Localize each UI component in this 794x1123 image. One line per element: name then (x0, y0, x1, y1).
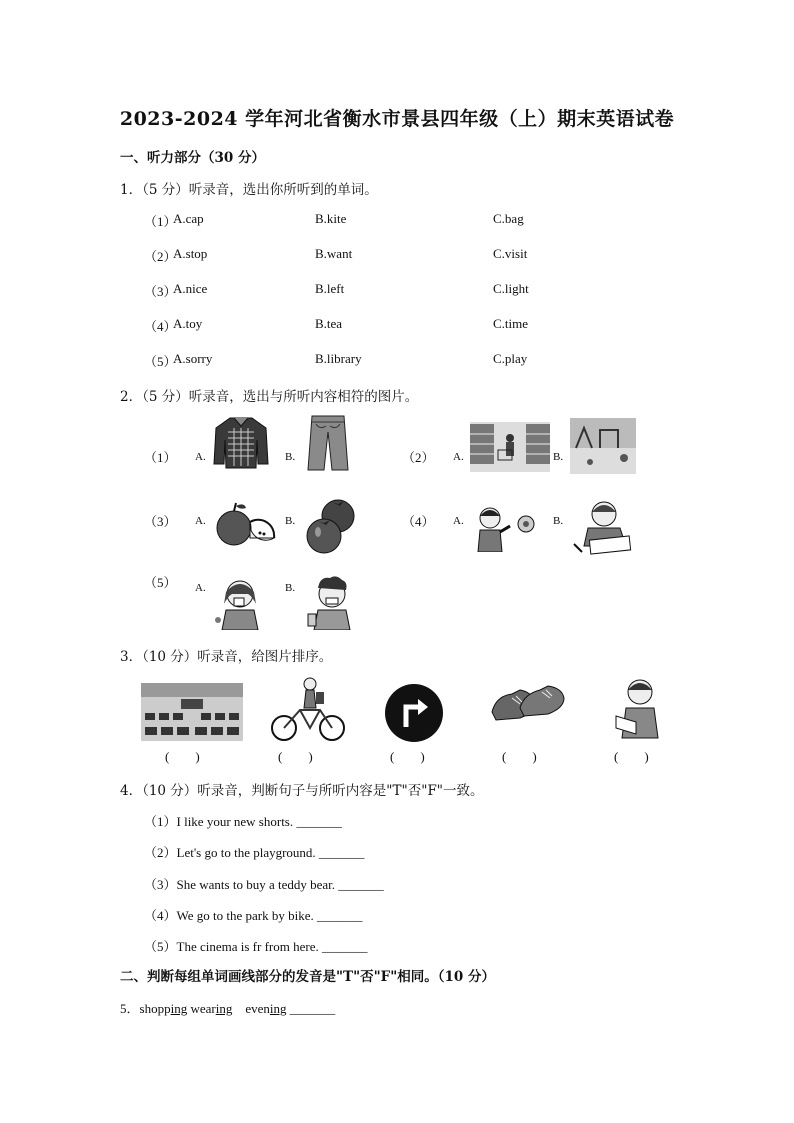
q2-2-num: （2） (402, 450, 435, 465)
q5-row (120, 998, 335, 1017)
q1-5-a: A.sorry (173, 351, 213, 366)
q1-2-b: B.want (315, 246, 353, 261)
q4-item-5: （5）The cinema is fr from here. _______ (144, 939, 368, 954)
tomatoes-image (302, 496, 360, 556)
section-2-heading: 二、判断每组单词画线部分的发音是"T"否"F"相同。（10 分） (120, 969, 496, 985)
jeans-image (306, 414, 350, 472)
q4-stem: 4．（10 分）听录音，判断句子与所听内容是"T"否"F"一致。 (120, 783, 484, 799)
q2-4-b: B. (553, 515, 564, 527)
boy-ball-image (472, 502, 542, 552)
q5-word2: wearing (187, 1001, 233, 1016)
q3-blank-3[interactable]: ( ) (390, 749, 425, 764)
q1-3-b: B.left (315, 281, 345, 296)
q2-stem: 2．（5 分）听录音，选出与所听内容相符的图片。 (120, 389, 419, 405)
q3-blank-5[interactable]: ( ) (614, 749, 649, 764)
q2-2-a: A. (453, 451, 464, 463)
q4-item-1: （1）I like your new shorts. _______ (144, 814, 342, 829)
q4-item-2: （2）Let's go to the playground. _______ (144, 845, 365, 860)
q1-1-c: C.bag (493, 211, 524, 226)
q4-item-3: （3）She wants to buy a teddy bear. _______ (144, 877, 384, 892)
q2-3-num: （3） (144, 514, 177, 529)
q2-1-num: （1） (144, 450, 177, 465)
girl-cycling-image (270, 674, 346, 744)
q1-stem: 1．（5 分）听录音，选出你所听到的单词。 (120, 182, 378, 198)
supermarket-image (470, 422, 550, 472)
q2-4-num: （4） (402, 514, 435, 529)
q1-1-b: B.kite (315, 211, 347, 226)
q5-word1: shopping (139, 1001, 188, 1016)
q1-3-c: C.light (493, 281, 529, 296)
boy-drawing-image (570, 498, 636, 556)
q2-1-a: A. (195, 451, 206, 463)
q1-2-a: A.stop (173, 246, 208, 261)
q2-3-a: A. (195, 515, 206, 527)
q1-5-b: B.library (315, 351, 362, 366)
computer-room-image (141, 683, 243, 741)
q3-blank-1[interactable]: ( ) (165, 749, 200, 764)
q1-3-a: A.nice (173, 281, 208, 296)
q5-word3: evening (232, 1001, 287, 1016)
q3-stem: 3．（10 分）听录音，给图片排序。 (120, 649, 333, 665)
q4-item-4: （4）We go to the park by bike. _______ (144, 908, 363, 923)
q3-blank-4[interactable]: ( ) (502, 749, 537, 764)
q1-2-num: （2） (144, 249, 177, 264)
q1-3-num: （3） (144, 284, 177, 299)
q1-1-num: （1） (144, 214, 177, 229)
playground-image (570, 418, 636, 474)
q1-4-a: A.toy (173, 316, 203, 331)
q3-blank-2[interactable]: ( ) (278, 749, 313, 764)
q5-num: 5． (120, 1001, 140, 1016)
girl-sneezing-image (212, 574, 268, 630)
q2-5-num: （5） (144, 575, 177, 590)
q1-1-a: A.cap (173, 211, 204, 226)
q1-5-c: C.play (493, 351, 528, 366)
sweater-image (212, 414, 270, 470)
section-1-heading: 一、听力部分（30 分） (120, 150, 265, 166)
q2-2-b: B. (553, 451, 564, 463)
q1-4-num: （4） (144, 319, 177, 334)
q2-5-a: A. (195, 582, 206, 594)
q1-4-b: B.tea (315, 316, 343, 331)
q2-4-a: A. (453, 515, 464, 527)
shoes-image (490, 682, 566, 728)
q1-2-c: C.visit (493, 246, 528, 261)
page-title: 2023-2024 学年河北省衡水市景县四年级（上）期末英语试卷 (119, 108, 675, 130)
apple-image (214, 500, 276, 548)
q1-5-num: （5） (144, 354, 177, 369)
q2-5-b: B. (285, 582, 296, 594)
q5-blank[interactable]: _______ (289, 1001, 336, 1016)
q2-3-b: B. (285, 515, 296, 527)
q2-1-b: B. (285, 451, 296, 463)
q1-4-c: C.time (493, 316, 529, 331)
boy-reading-image (612, 676, 664, 742)
boy-sick-image (306, 572, 356, 630)
turn-right-sign-icon (384, 683, 444, 743)
